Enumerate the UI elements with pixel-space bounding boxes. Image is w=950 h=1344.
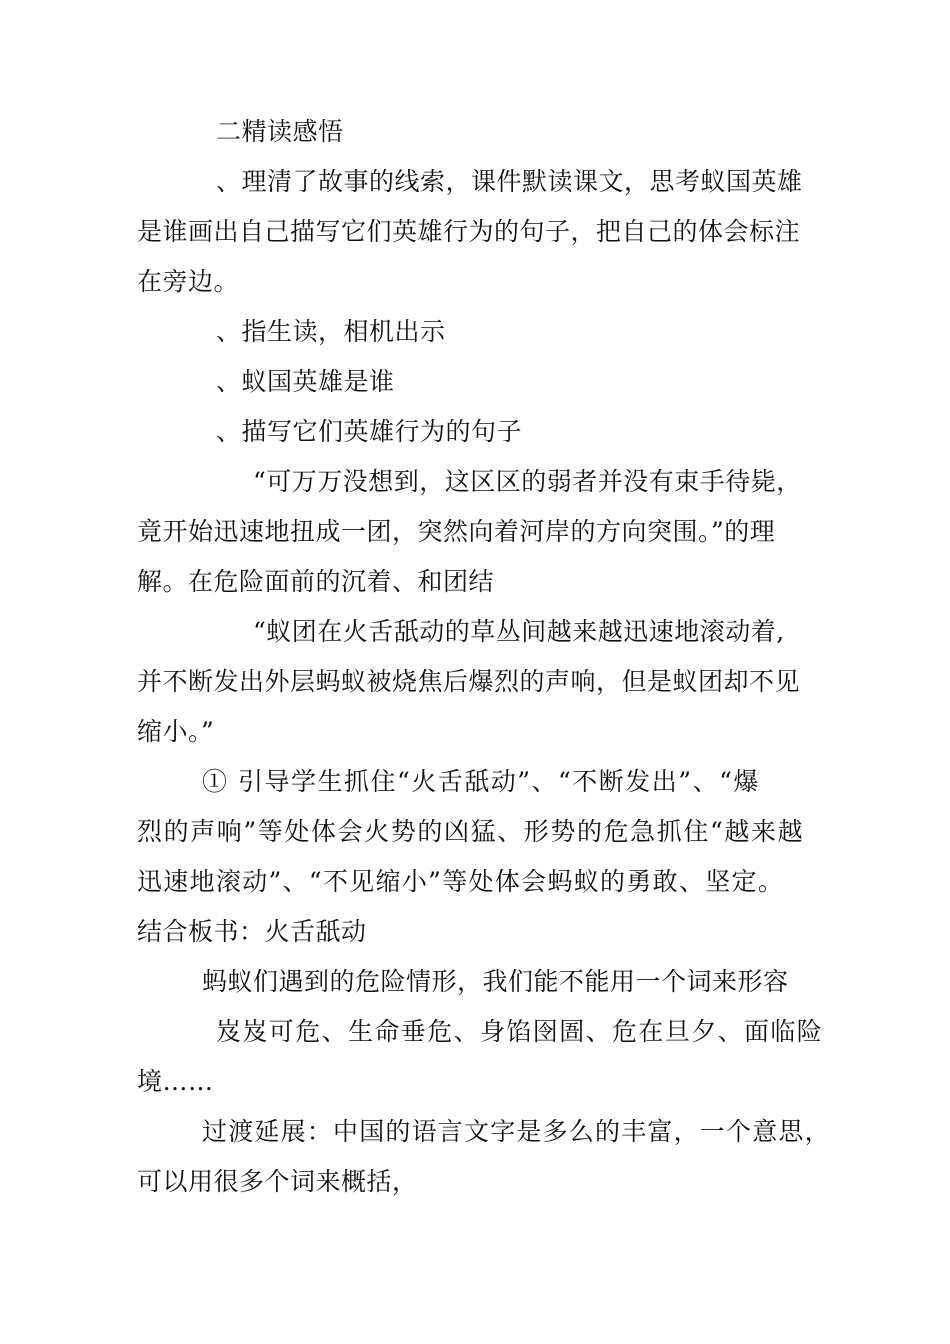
paragraph-line: 解。在危险面前的沉着、和团结 xyxy=(137,567,495,596)
paragraph-line: 境…… xyxy=(137,1067,214,1096)
paragraph-line: 、理清了故事的线索，课件默读课文，思考蚁国英雄 xyxy=(216,167,803,196)
paragraph-line: 岌岌可危、生命垂危、身馅囹圄、危在旦夕、面临险 xyxy=(216,1017,824,1046)
paragraph-line: 是谁画出自己描写它们英雄行为的句子，把自己的体会标注 xyxy=(137,217,801,246)
paragraph-line: 、描写它们英雄行为的句子 xyxy=(216,417,523,446)
quote-line: 缩小。” xyxy=(137,717,215,746)
quote-line: 并不断发出外层蚂蚁被烧焦后爆烈的声响，但是蚁团却不见 xyxy=(137,667,801,696)
paragraph-line: ① 引导学生抓住“火舌舐动”、“不断发出”、“爆 xyxy=(202,767,760,796)
paragraph-line: 过渡延展：中国的语言文字是多么的丰富，一个意思， xyxy=(202,1117,831,1146)
paragraph-line: 烈的声响”等处体会火势的凶猛、形势的危急抓住“越来越 xyxy=(137,817,805,846)
paragraph-line: 、蚁国英雄是谁 xyxy=(216,367,395,396)
section-heading: 二精读感悟 xyxy=(216,117,344,146)
paragraph-line: 蚂蚁们遇到的危险情形，我们能不能用一个词来形容 xyxy=(202,967,789,996)
paragraph-line: 结合板书：火舌舐动 xyxy=(137,917,367,946)
paragraph-line: 可以用很多个词来概括， xyxy=(137,1167,418,1196)
paragraph-line: 、指生读，相机出示 xyxy=(216,317,446,346)
quote-line: “蚁团在火舌舐动的草丛间越来越迅速地滚动着, xyxy=(253,617,785,646)
quote-line: “可万万没想到，这区区的弱者并没有束手待毙， xyxy=(253,467,802,496)
paragraph-line: 在旁边。 xyxy=(137,267,240,296)
quote-line: 竟开始迅速地扭成一团，突然向着河岸的方向突围。”的理 xyxy=(137,517,776,546)
paragraph-line: 迅速地滚动”、“不见缩小”等处体会蚂蚁的勇敢、坚定。 xyxy=(137,867,785,896)
